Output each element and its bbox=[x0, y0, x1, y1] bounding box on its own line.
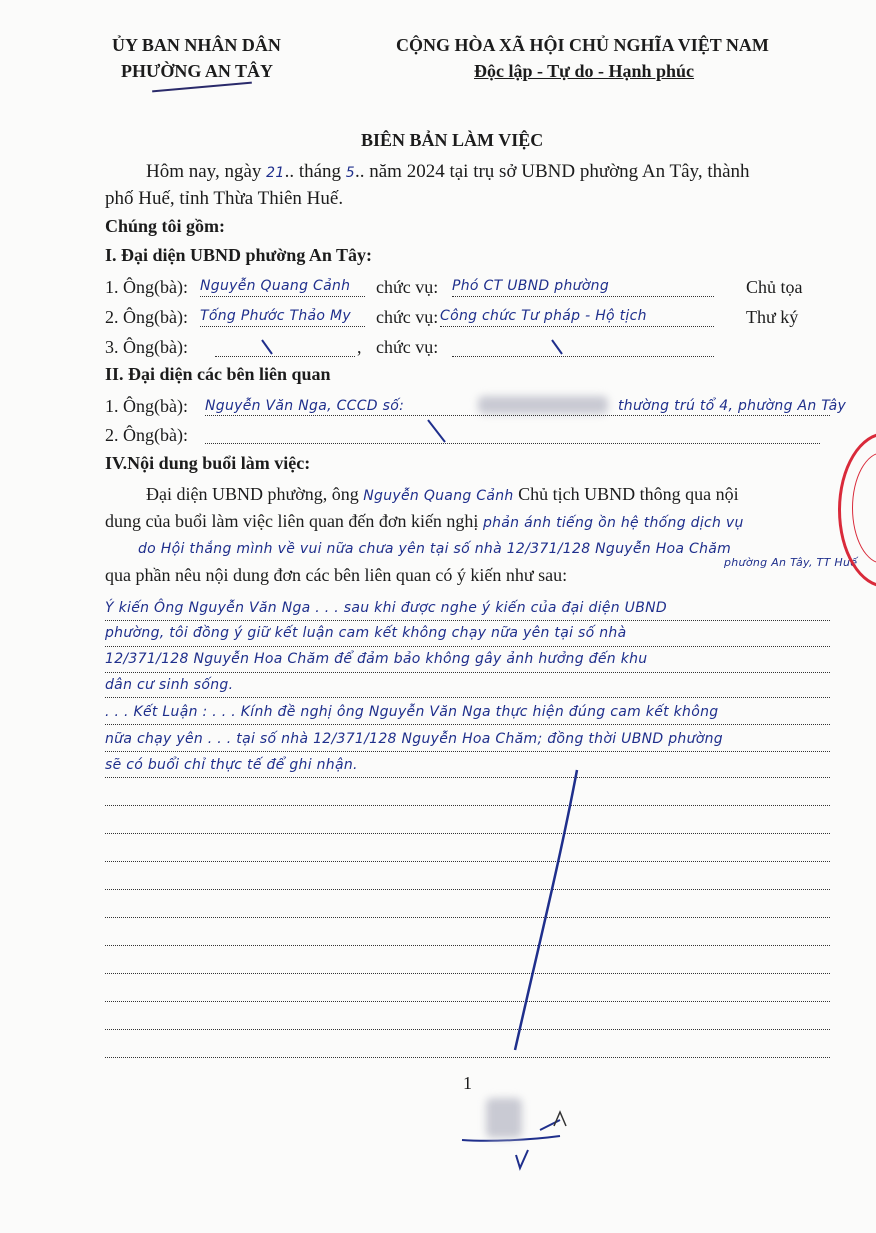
intro-line-2: phố Huế, tỉnh Thừa Thiên Huế. bbox=[105, 188, 344, 209]
intro-day: 21 bbox=[266, 165, 285, 181]
intro-text-b: tháng bbox=[298, 161, 342, 182]
hw-line-1: Ý kiến Ông Nguyễn Văn Nga . . . sau khi được nghe ý kiến của đại diện UBND bbox=[105, 600, 667, 616]
section1-row2-label: 2. Ông(bà): bbox=[105, 307, 188, 327]
page-title: BIÊN BẢN LÀM VIỆC bbox=[361, 130, 544, 150]
hw-line-5: . . . Kết Luận : . . . Kính đề nghị ông Nguyễn Văn Nga thực hiện đúng cam kết không bbox=[105, 704, 719, 720]
para2-handwriting: phản ánh tiếng ồn hệ thống dịch vụ bbox=[482, 515, 744, 531]
chung-toi-heading: Chúng tôi gồm: bbox=[105, 216, 226, 236]
section2-row1-text2: thường trú tổ 4, phường An Tây bbox=[618, 398, 847, 414]
para1-text-b: Chủ tịch UBND thông qua nội bbox=[518, 484, 739, 504]
section2-row1-label: 1. Ông(bà): bbox=[105, 396, 188, 416]
para2-text: dung của buổi làm việc liên quan đến đơn kiến nghị bbox=[105, 511, 479, 531]
section1-row1-label: 1. Ông(bà): bbox=[105, 277, 188, 297]
para3-handwriting: do Hội thắng mình về vui nữa chưa yên tại số nhà 12/371/128 Nguyễn Hoa Chăm bbox=[138, 541, 732, 557]
section4-heading: IV.Nội dung buổi làm việc: bbox=[105, 453, 311, 473]
intro-month: 5 bbox=[345, 165, 355, 181]
nation-title: CỘNG HÒA XÃ HỘI CHỦ NGHĨA VIỆT NAM bbox=[396, 35, 769, 55]
section1-row1-role: Phó CT UBND phường bbox=[452, 278, 610, 294]
section1-row3-label: 3. Ông(bà): bbox=[105, 337, 188, 357]
intro-text-c: năm 2024 tại trụ sở UBND phường An Tây, thành bbox=[369, 161, 750, 182]
para1-name: Nguyễn Quang Cảnh bbox=[363, 488, 514, 504]
hw-line-4: dân cư sinh sống. bbox=[105, 677, 234, 693]
section1-row2-role-label: chức vụ: bbox=[376, 307, 439, 327]
section1-row1-role-label: chức vụ: bbox=[376, 277, 439, 297]
section1-row1-name: Nguyễn Quang Cảnh bbox=[200, 278, 351, 294]
section1-row2-role: Công chức Tư pháp - Hộ tịch bbox=[440, 308, 647, 324]
intro-text-a: Hôm nay, ngày bbox=[146, 161, 262, 182]
agency-name-line2: PHƯỜNG AN TÂY bbox=[121, 61, 274, 81]
section2-row1-text: Nguyễn Văn Nga, CCCD số: bbox=[205, 398, 405, 414]
section1-row1-note: Chủ tọa bbox=[746, 277, 803, 297]
hw-line-2: phường, tôi đồng ý giữ kết luận cam kết không chạy nữa yên tại số nhà bbox=[105, 625, 627, 641]
para3-handwriting-2: phường An Tây, TT Huế bbox=[724, 556, 858, 569]
section1-row2-name: Tống Phước Thảo My bbox=[200, 308, 352, 324]
section1-heading: I. Đại diện UBND phường An Tây: bbox=[105, 245, 373, 265]
para1-text-a: Đại diện UBND phường, ông bbox=[146, 484, 359, 504]
section2-row2-label: 2. Ông(bà): bbox=[105, 425, 188, 445]
page-number: 1 bbox=[463, 1073, 472, 1093]
section1-row3-role-label: chức vụ: bbox=[376, 337, 439, 357]
hw-line-7: sẽ có buổi chỉ thực tế để ghi nhận. bbox=[105, 757, 358, 773]
section1-row2-note: Thư ký bbox=[746, 307, 799, 327]
agency-name-line1: ỦY BAN NHÂN DÂN bbox=[112, 35, 281, 55]
hw-line-3: 12/371/128 Nguyễn Hoa Chăm để đảm bảo không gây ảnh hưởng đến khu bbox=[105, 651, 648, 667]
hw-line-6: nữa chạy yên . . . tại số nhà 12/371/128 Nguyễn Hoa Chăm; đồng thời UBND phường bbox=[105, 731, 723, 747]
intro-line-1: Hôm nay, ngày 21.. tháng 5.. năm 2024 tại trụ sở UBND phường An Tây, thành bbox=[146, 161, 750, 182]
motto: Độc lập - Tự do - Hạnh phúc bbox=[474, 61, 695, 81]
section4-para4: qua phần nêu nội dung đơn các bên liên quan có ý kiến như sau: bbox=[105, 565, 568, 585]
section2-heading: II. Đại diện các bên liên quan bbox=[105, 364, 331, 384]
redacted-initials bbox=[486, 1098, 522, 1138]
